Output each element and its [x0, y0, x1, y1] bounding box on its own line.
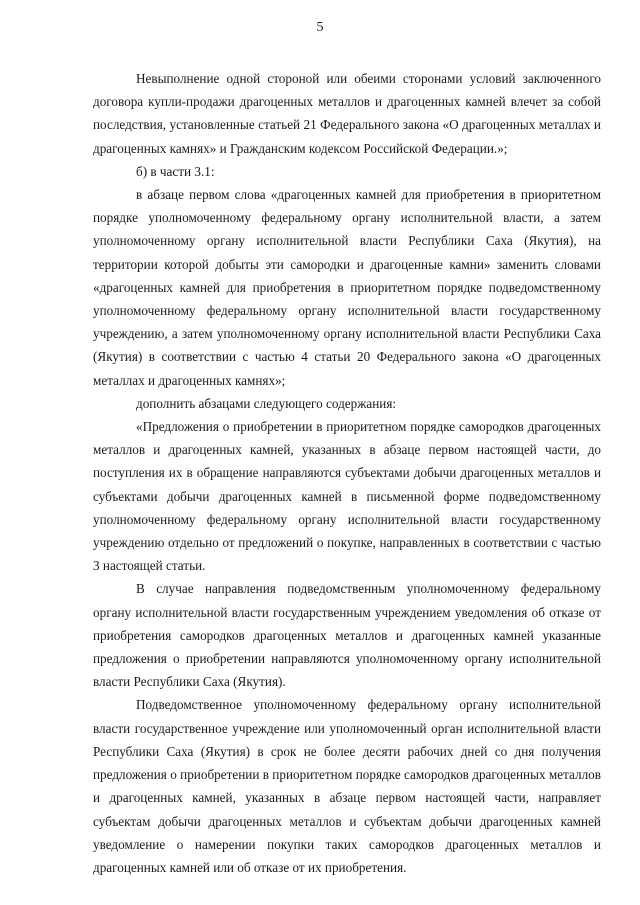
document-body [93, 67, 601, 879]
paragraph-refusal-case: В случае направления подведомственным уполномоченному федеральному органу исполнительной власти государственным учреждением уведомления об отказе от приобретения самородков драгоценных металлов и драгоценных камней указанные предложения о приобретении направляются уполномоченному органу исполнительной власти Республики Саха (Якутия). [93, 581, 601, 690]
paragraph-first-abzac-amendment: в абзаце первом слова «драгоценных камней для приобретения в приоритетном порядке уполномоченному федеральному органу исполнительной власти, а затем уполномоченному органу исполнительной власти Республики Саха (Якутия), на территории которой добыты эти самородки и драгоценные камни» заменить словами «драгоценных камней для приобретения в приоритетном порядке подведомственному уполномоченному федеральному органу исполнительной власти государственному учреждению, а затем уполномоченному органу исполнительной власти Республики Саха (Якутия) в соответствии с частью 4 статьи 20 Федерального закона «О драгоценных металлах и драгоценных камнях»; [93, 187, 601, 388]
paragraph-consequences: Невыполнение одной стороной или обеими сторонами условий заключенного договора купли-продажи драгоценных металлов и драгоценных камней влечет за собой последствия, установленные статьей 21 Федерального закона «О драгоценных металлах и драгоценных камнях» и Гражданским кодексом Российской Федерации.»; [93, 71, 601, 156]
paragraph-ten-days-notice: Подведомственное уполномоченному федеральному органу исполнительной власти государственное учреждение или уполномоченный орган исполнительной власти Республики Саха (Якутия) в срок не более десяти рабочих дней со дня получения предложения о приобретении в приоритетном порядке самородков драгоценных металлов и драгоценных камней, указанных в абзаце первом настоящей части, направляет субъектам добычи драгоценных металлов и субъектам добычи драгоценных камней уведомление о намерении покупки таких самородков драгоценных металлов и драгоценных камней или об отказе от их приобретения. [93, 697, 601, 875]
paragraph-proposals: «Предложения о приобретении в приоритетном порядке самородков драгоценных металлов и драгоценных камней, указанных в абзаце первом настоящей части, до поступления их в обращение направляются субъектами добычи драгоценных металлов и субъектами добычи драгоценных камней в письменной форме подведомственному уполномоченному федеральному органу исполнительной власти государственному учреждению отдельно от предложений о покупке, направленных в соответствии с частью 3 настоящей статьи. [93, 419, 601, 574]
paragraph-add-abzacs: дополнить абзацами следующего содержания: [136, 395, 397, 411]
paragraph-part-3-1-heading: б) в части 3.1: [136, 163, 215, 179]
page-number: 5 [316, 20, 324, 35]
